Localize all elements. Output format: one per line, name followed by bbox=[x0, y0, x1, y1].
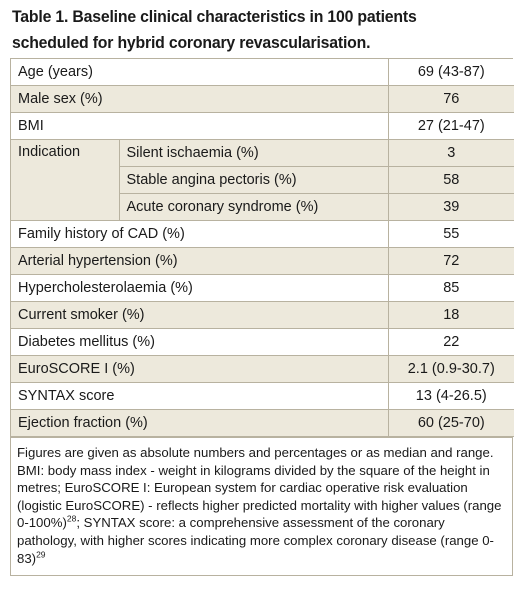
row-label: Age (years) bbox=[11, 59, 388, 86]
footnote-text-1: Figures are given as absolute numbers and percentages or as median and range. BMI: body mass index - weight in kilograms divided by the square of the height in metres; EuroSCORE I: European system for cardiac operative risk evaluation (logistic EuroSCORE) - reflects higher predicted mortality with higher values (range 0-100%) bbox=[17, 445, 502, 531]
row-label: EuroSCORE I (%) bbox=[11, 356, 388, 383]
characteristics-table bbox=[11, 59, 514, 437]
row-value: 69 (43-87) bbox=[388, 59, 514, 86]
row-label: BMI bbox=[11, 113, 388, 140]
row-label: Arterial hypertension (%) bbox=[11, 248, 388, 275]
table-frame bbox=[10, 58, 513, 576]
row-label: Hypercholesterolaemia (%) bbox=[11, 275, 388, 302]
table-title-line-2: scheduled for hybrid coronary revascularisation. bbox=[12, 33, 371, 52]
row-label: Ejection fraction (%) bbox=[11, 410, 388, 437]
table-footnote bbox=[11, 437, 512, 575]
table-row-family-history bbox=[11, 221, 514, 248]
table-row-age bbox=[11, 59, 514, 86]
row-value: 18 bbox=[388, 302, 514, 329]
row-value: 76 bbox=[388, 86, 514, 113]
row-value: 22 bbox=[388, 329, 514, 356]
table-row-euroscore bbox=[11, 356, 514, 383]
row-label: Stable angina pectoris (%) bbox=[119, 167, 388, 194]
table-title-line-1: Table 1. Baseline clinical characteristics in 100 patients bbox=[12, 7, 417, 26]
table-row-bmi bbox=[11, 113, 514, 140]
row-label: Diabetes mellitus (%) bbox=[11, 329, 388, 356]
row-value: 55 bbox=[388, 221, 514, 248]
row-label: Silent ischaemia (%) bbox=[119, 140, 388, 167]
row-value: 85 bbox=[388, 275, 514, 302]
row-label: Acute coronary syndrome (%) bbox=[119, 194, 388, 221]
table-row-diabetes bbox=[11, 329, 514, 356]
table-row-indication-silent bbox=[11, 140, 514, 167]
table-row-hypertension bbox=[11, 248, 514, 275]
row-value: 72 bbox=[388, 248, 514, 275]
footnote-ref-29: 29 bbox=[36, 549, 46, 560]
footnote-text-2: ; SYNTAX score: a comprehensive assessment of the coronary pathology, with higher scores indicating more complex coronary disease (range 0-83) bbox=[17, 515, 494, 566]
table-row-syntax bbox=[11, 383, 514, 410]
table-figure bbox=[10, 0, 513, 576]
table-row-smoker bbox=[11, 302, 514, 329]
row-value: 13 (4-26.5) bbox=[388, 383, 514, 410]
table-title bbox=[12, 4, 514, 58]
footnote-ref-28: 28 bbox=[66, 513, 77, 524]
table-row-hypercholesterolaemia bbox=[11, 275, 514, 302]
row-label: Family history of CAD (%) bbox=[11, 221, 388, 248]
table-row-male-sex bbox=[11, 86, 514, 113]
row-value: 27 (21-47) bbox=[388, 113, 514, 140]
row-value: 39 bbox=[388, 194, 514, 221]
row-value: 3 bbox=[388, 140, 514, 167]
row-value: 2.1 (0.9-30.7) bbox=[388, 356, 514, 383]
indication-label: Indication bbox=[11, 140, 119, 221]
row-label: Current smoker (%) bbox=[11, 302, 388, 329]
table-row-ejection-fraction bbox=[11, 410, 514, 437]
row-value: 58 bbox=[388, 167, 514, 194]
row-label: SYNTAX score bbox=[11, 383, 388, 410]
row-label: Male sex (%) bbox=[11, 86, 388, 113]
row-value: 60 (25-70) bbox=[388, 410, 514, 437]
